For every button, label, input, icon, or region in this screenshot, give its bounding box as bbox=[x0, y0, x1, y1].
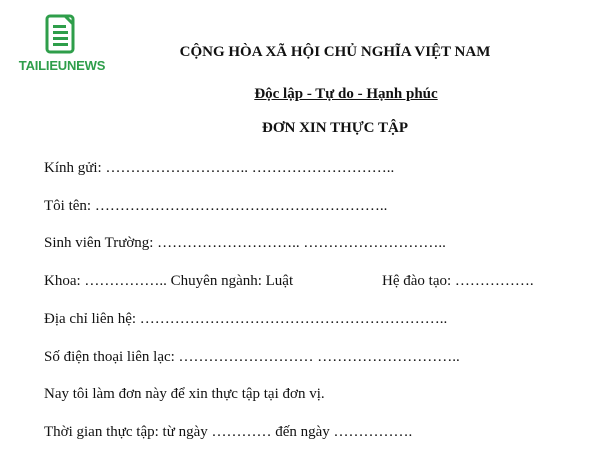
brand-logo bbox=[14, 14, 110, 76]
address-line: Địa chỉ liên hệ: …………………………………………………….. bbox=[44, 311, 448, 327]
faculty-major-text: Khoa: …………….. Chuyên ngành: Luật bbox=[44, 273, 294, 289]
recipient-line: Kính gửi: ……………………….. ……………………….. bbox=[44, 160, 395, 176]
brand-name: TAILIEUNEWS bbox=[18, 58, 106, 73]
university-line: Sinh viên Trường: ……………………….. ……………………….. bbox=[44, 235, 446, 251]
motto-heading: Độc lập - Tự do - Hạnh phúc bbox=[254, 86, 438, 102]
faculty-row bbox=[44, 273, 564, 293]
request-statement: Nay tôi làm đơn này để xin thực tập tại đơn vị. bbox=[44, 386, 325, 402]
document-icon bbox=[44, 14, 78, 56]
phone-line: Số điện thoại liên lạc: ……………………… ……………………….. bbox=[44, 349, 460, 365]
form-title: ĐƠN XIN THỰC TẬP bbox=[262, 120, 408, 136]
internship-period-line: Thời gian thực tập: từ ngày ………… đến ngày ……………. bbox=[44, 424, 413, 440]
nation-heading: CỘNG HÒA XÃ HỘI CHỦ NGHĨA VIỆT NAM bbox=[179, 44, 491, 60]
name-line: Tôi tên: ………………………………………………….. bbox=[44, 198, 388, 214]
training-system-text: Hệ đào tạo: ……………. bbox=[382, 273, 534, 289]
